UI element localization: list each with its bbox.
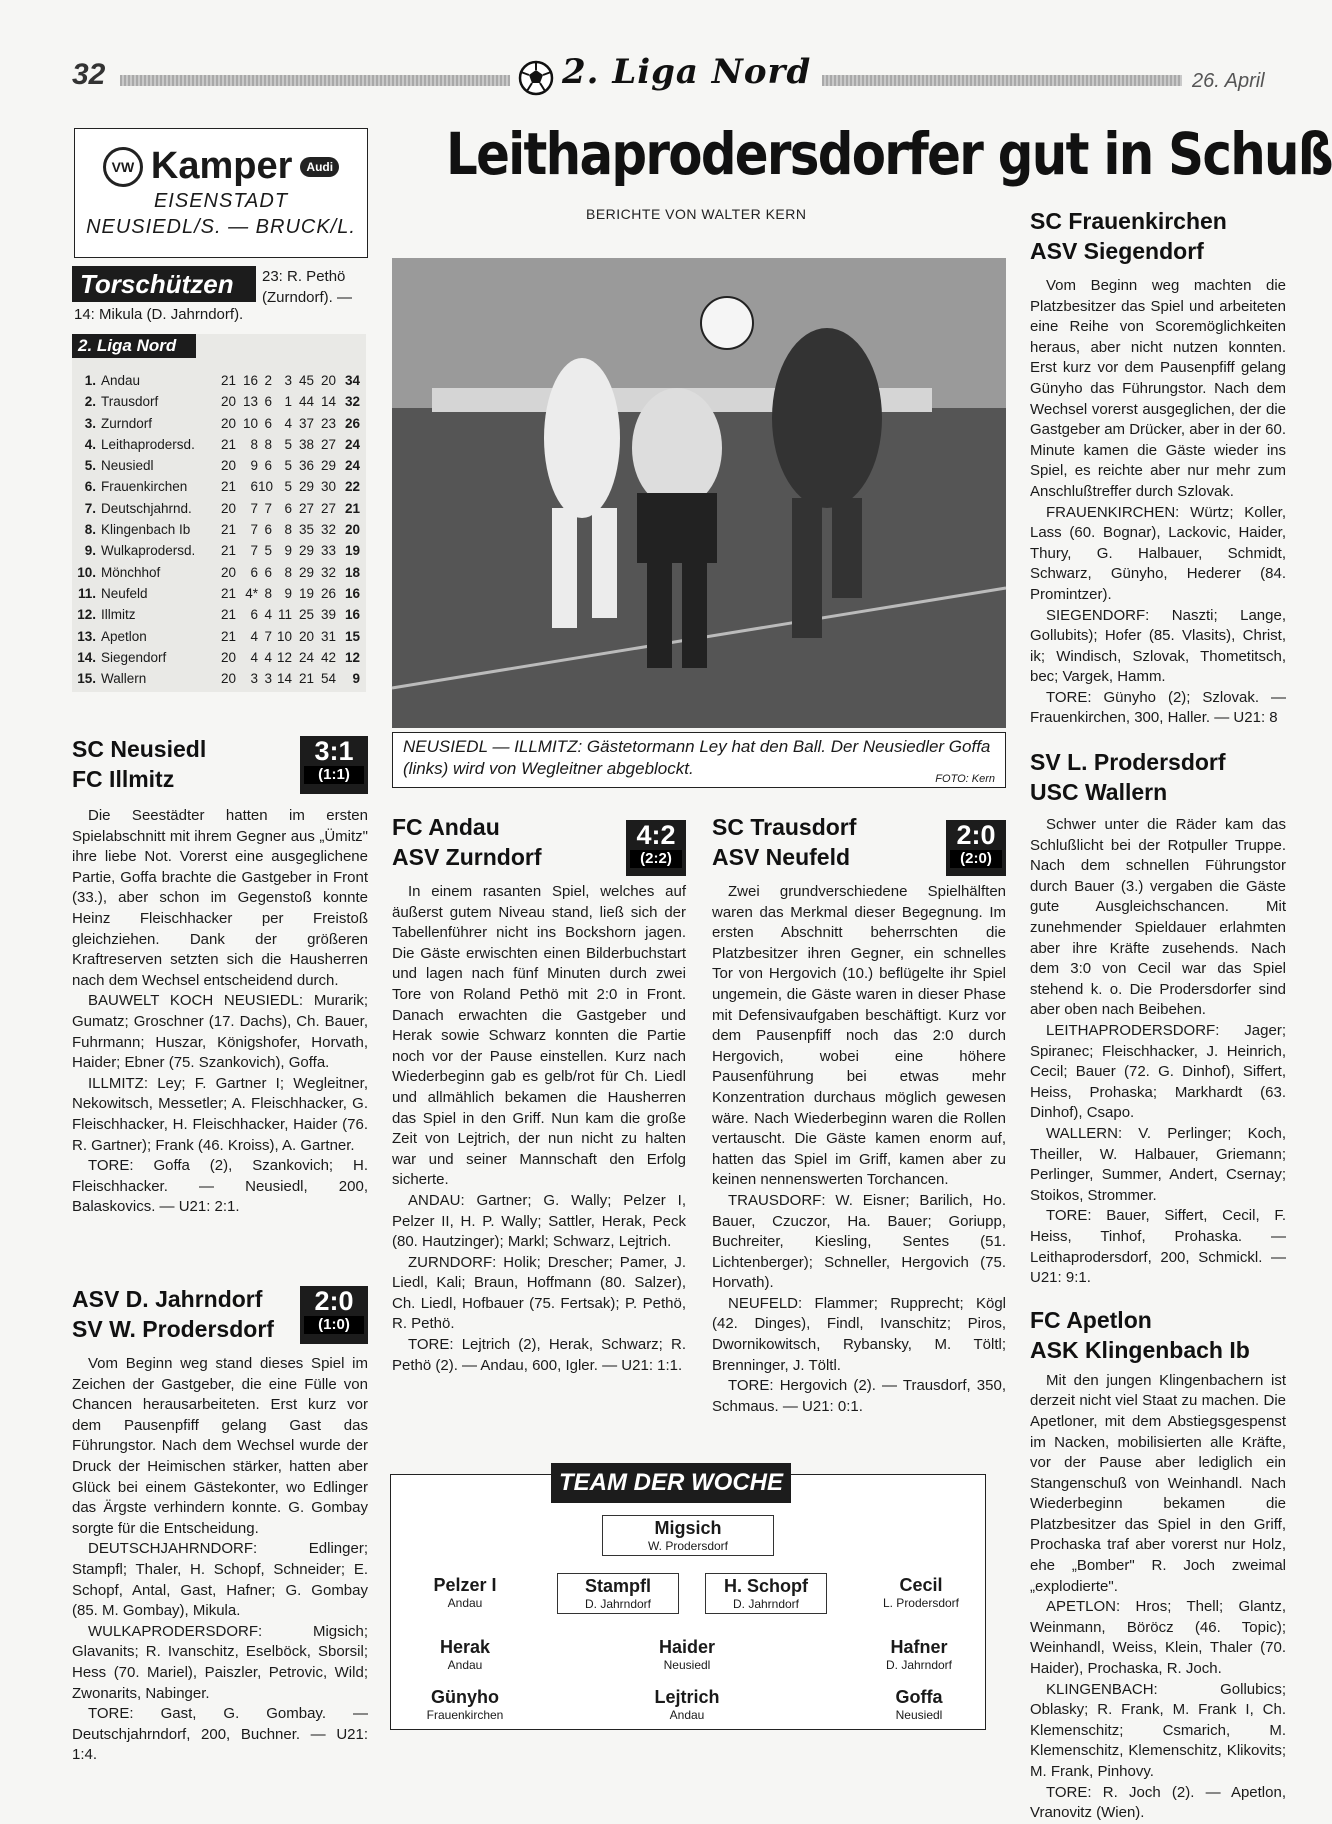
dealer-ad xyxy=(74,128,368,258)
standings-w: 6 xyxy=(250,479,258,495)
score-badge xyxy=(300,1286,368,1344)
standings-w: 7 xyxy=(250,543,258,559)
page-number: 32 xyxy=(72,58,106,91)
lineup-away: WULKAPRODERSDORF: Migsich; Glavanits; R. Ivanschitz, Eselböck, Sborsil; Hess (70. Mariel), Paiszler, Petrovic, Wild; Zwonarits, Nabinger. xyxy=(72,1622,368,1702)
standings-d: 8 xyxy=(264,585,272,601)
standings-gf: 20 xyxy=(298,628,314,644)
ad-name: Kamper xyxy=(150,145,293,187)
team-player xyxy=(405,1573,525,1612)
team-player xyxy=(557,1573,679,1614)
photo-credit: FOTO: Kern xyxy=(935,773,995,785)
standings-d: 6 xyxy=(264,458,272,474)
lineup-home: DEUTSCHJAHRNDORF: Edlinger; Stampfl; Thaler, H. Schopf, Schneider; E. Schopf, Antal, Gast, Hafner; G. Gombay (85. M. Gombay), Mikula. xyxy=(72,1540,368,1620)
standings-ga: 26 xyxy=(320,585,336,601)
standings-pts: 24 xyxy=(344,436,360,452)
lineup-away: SIEGENDORF: Naszti; Lange, Gollubits); Hofer (85. Vlasits), Christ, ik; Windisch, Szlovak, Thometitsch, bec; Vargek, Hamm. xyxy=(1030,606,1286,686)
standings-row xyxy=(72,583,366,604)
standings-w: 8 xyxy=(250,436,258,452)
lineup-home: FRAUENKIRCHEN: Würtz; Koller, Lass (60. Bognar), Lackovic, Haider, Thury, G. Halbauer, Schmidt, Schwarz, Günyho, Hederer (84. Promintzer). xyxy=(1030,503,1286,603)
standings-team: Klingenbach Ib xyxy=(101,522,191,538)
home-team: FC Andau xyxy=(392,814,500,840)
standings-gf: 21 xyxy=(298,671,314,687)
standings-row xyxy=(72,647,366,668)
standings-rank: 3. xyxy=(84,415,96,431)
standings-w: 4* xyxy=(245,585,258,601)
standings-table xyxy=(72,370,366,689)
standings-w: 6 xyxy=(250,607,258,623)
standings-g: 20 xyxy=(220,500,236,516)
standings-team: Siegendorf xyxy=(101,649,167,665)
standings-g: 21 xyxy=(220,522,236,538)
vw-logo-icon: VW xyxy=(103,147,143,187)
player-name: Herak xyxy=(439,1637,491,1657)
standings-g: 20 xyxy=(220,564,236,580)
standings-gf: 35 xyxy=(298,522,314,538)
scorers-title: Torschützen xyxy=(72,266,256,302)
player-name: Stampfl xyxy=(584,1576,651,1596)
standings-team: Frauenkirchen xyxy=(101,479,188,495)
standings-l: 10 xyxy=(276,628,292,644)
match-report: Die Seestädter hatten im ersten Spielabschnitt mit ihrem Gegner aus „Ümitz" ihre liebe Not. Vorerst eine ausgeglichene Partie, Goffa brachte die Gastgeber in Front (33.), aber schon im Gegenstoß konnte Heinz Fleischhacker per Freistoß gleichziehen. Dank der größeren Kraftreserven setzten sich die Hausherren nach dem Wechsel entscheidend durch. xyxy=(72,807,368,989)
player-name: Hafner xyxy=(890,1637,948,1657)
standings-pts: 15 xyxy=(344,628,360,644)
match-report: Zwei grundverschiedene Spielhälften waren das Merkmal dieser Begegnung. Im ersten Abschnitt beherrschten die Platzbesitzer ihren Gegner, ein schnelles Tor von Hergovich (10.) beflügelte ihr Spiel ungemein, die Gäste waren in dieser Phase mit Defensivaufgaben beschäftigt. Kurz vor dem Pausenpfiff noch das 2:0 durch Hergovich, wobei eine höhere Pausenführung bei etwas mehr Konzentration durchaus möglich gewesen wäre. Nach Wiederbeginn waren die Rollen vertauscht. Die Gäste kamen enorm auf, hatten das Spiel im Griff, kamen aber zu keinen nennenswerten Torchancen. xyxy=(712,883,1006,1189)
standings-d: 6 xyxy=(264,394,272,410)
header-rule-left xyxy=(120,75,510,86)
standings-rank: 6. xyxy=(84,479,96,495)
away-team: ASV Zurndorf xyxy=(392,844,542,870)
standings-g: 21 xyxy=(220,436,236,452)
player-name: Haider xyxy=(658,1637,716,1657)
away-team: ASK Klingenbach Ib xyxy=(1030,1336,1250,1363)
standings-rank: 1. xyxy=(84,373,96,388)
team-player xyxy=(627,1635,747,1674)
standings-l: 11 xyxy=(277,607,292,623)
standings-l: 14 xyxy=(276,671,292,687)
match-report: Schwer unter die Räder kam das Schlußlicht bei der Rotpuller Truppe. Nach dem schnellen Führungstor durch Bauer (3.) vergaben die Gäste gute Ausgleichschancen. Mit zunehmender Spieldauer erlahmten aber ihre Kräfte zusehends. Nach dem 3:0 von Cecil war das Spiel stehend k. o. Die Prodersdorfer sind aber oben nach Beibehen. xyxy=(1030,816,1286,1019)
home-team: SC Neusiedl xyxy=(72,736,207,762)
standings-ga: 27 xyxy=(320,436,336,452)
standings-g: 21 xyxy=(220,628,236,644)
standings-team: Wulkaprodersd. xyxy=(101,543,196,559)
team-player xyxy=(861,1573,981,1612)
player-club: Neusiedl xyxy=(895,1708,943,1722)
soccer-ball-icon xyxy=(518,60,554,96)
match-report: Vom Beginn weg stand dieses Spiel im Zeichen der Gastgeber, die eine Fülle von Chancen herausarbeiteten. Erst kurz vor dem Pausenpfiff gelang Gast das Führungstor. Nach dem Wechsel wurde der Druck der Heimischen stärker, hatten aber Glück bei einem Gästekonter, wo Edlinger das Ärgste verhindern konnte. G. Gombay sorgte für die Entscheidung. xyxy=(72,1355,368,1537)
match-prodersdorf xyxy=(1030,747,1286,1289)
standings-gf: 19 xyxy=(298,585,314,601)
match-report: Mit den jungen Klingenbachern ist derzeit nicht viel Staat zu machen. Die Apetloner, mit dem Abstiegsgespenst im Nacken, mobilisierten alle Kräfte, vor der Pause aber lediglich ein Stangenschuß von Weinhandl. Nach Wiederbeginn bekamen die Platzbesitzer das Spiel in den Griff, Prochaska traf aber vorerst nur Holz, ehe „Bomber" R. Joch zweimal „explodierte". xyxy=(1030,1371,1286,1595)
standings-panel xyxy=(72,334,366,692)
player-name: H. Schopf xyxy=(724,1576,808,1596)
standings-rank: 12. xyxy=(77,607,96,623)
lineup-home: ANDAU: Gartner; G. Wally; Pelzer I, Pelzer II, H. P. Wally; Sattler, Herak, Peck (80. Hautzinger); Markl; Schwarz, Lejtrich. xyxy=(392,1191,686,1251)
standings-ga: 33 xyxy=(320,543,336,559)
home-team: SC Trausdorf xyxy=(712,814,857,840)
score-badge xyxy=(300,736,368,794)
away-team: ASV Siegendorf xyxy=(1030,238,1204,264)
standings-rank: 5. xyxy=(84,458,96,474)
match-jahrndorf xyxy=(72,1284,368,1766)
match-photo xyxy=(392,258,1006,728)
player-club: D. Jahrndorf xyxy=(885,1658,953,1672)
team-player xyxy=(602,1515,774,1556)
standings-gf: 24 xyxy=(298,649,314,665)
final-score: 2:0 xyxy=(314,1286,354,1316)
standings-pts: 24 xyxy=(344,458,360,474)
standings-d: 4 xyxy=(264,607,272,623)
standings-d: 10 xyxy=(258,479,274,495)
away-team: USC Wallern xyxy=(1030,779,1168,806)
team-player xyxy=(859,1635,979,1674)
standings-gf: 29 xyxy=(298,564,314,580)
standings-rank: 14. xyxy=(77,649,96,665)
standings-row xyxy=(72,391,366,412)
team-player xyxy=(405,1685,525,1724)
standings-gf: 29 xyxy=(298,479,314,495)
standings-ga: 54 xyxy=(320,671,336,687)
standings-w: 3 xyxy=(250,671,258,687)
standings-w: 4 xyxy=(250,649,258,665)
final-score: 2:0 xyxy=(956,820,996,850)
standings-ga: 32 xyxy=(320,522,336,538)
match-trausdorf xyxy=(712,812,1006,1417)
team-of-week-title: TEAM DER WOCHE xyxy=(551,1463,791,1503)
standings-l: 3 xyxy=(284,373,292,388)
standings-ga: 32 xyxy=(320,564,336,580)
goals: TORE: R. Joch (2). — Apetlon, Vranovitz (Wien). xyxy=(1030,1783,1286,1822)
home-team: SV L. Prodersdorf xyxy=(1030,749,1226,776)
standings-d: 2 xyxy=(264,373,272,388)
standings-l: 1 xyxy=(284,394,292,410)
standings-gf: 29 xyxy=(298,543,314,559)
standings-row xyxy=(72,370,366,391)
standings-d: 7 xyxy=(264,628,272,644)
standings-ga: 39 xyxy=(320,607,336,623)
standings-gf: 25 xyxy=(298,607,314,623)
player-club: Andau xyxy=(669,1708,705,1722)
standings-team: Leithaprodersd. xyxy=(101,436,195,452)
standings-w: 13 xyxy=(242,394,258,410)
standings-team: Neufeld xyxy=(101,585,148,601)
player-club: Frauenkirchen xyxy=(426,1708,504,1722)
team-player xyxy=(859,1685,979,1724)
goals: TORE: Hergovich (2). — Trausdorf, 350, Schmaus. — U21: 0:1. xyxy=(712,1377,1006,1415)
standings-pts: 9 xyxy=(352,671,360,687)
player-club: Neusiedl xyxy=(663,1658,711,1672)
score-badge xyxy=(626,820,686,876)
standings-rank: 13. xyxy=(77,628,96,644)
standings-row xyxy=(72,668,366,689)
team-player xyxy=(705,1573,827,1614)
standings-team: Apetlon xyxy=(101,628,147,644)
player-club: D. Jahrndorf xyxy=(584,1597,652,1611)
standings-ga: 23 xyxy=(320,415,336,431)
standings-ga: 14 xyxy=(320,394,336,410)
standings-pts: 18 xyxy=(344,564,360,580)
standings-g: 20 xyxy=(220,671,236,687)
lineup-home: APETLON: Hros; Thell; Glantz, Weinmann, Böröcz (46. Topic); Weinhandl, Weiss, Klein, Thaler (70. Haider), Prochaska, R. Joch. xyxy=(1030,1598,1286,1678)
standings-ga: 31 xyxy=(320,628,336,644)
standings-gf: 36 xyxy=(298,458,314,474)
player-club: W. Prodersdorf xyxy=(647,1539,729,1553)
standings-pts: 12 xyxy=(344,649,360,665)
standings-l: 6 xyxy=(284,500,292,516)
section-title: 2. Liga Nord xyxy=(562,52,812,92)
standings-gf: 38 xyxy=(298,436,314,452)
standings-rank: 9. xyxy=(84,543,96,559)
home-team: ASV D. Jahrndorf xyxy=(72,1286,263,1312)
standings-l: 12 xyxy=(276,649,292,665)
byline: BERICHTE VON WALTER KERN xyxy=(586,206,807,222)
standings-team: Mönchhof xyxy=(101,564,161,580)
team-player xyxy=(627,1685,747,1724)
standings-ga: 30 xyxy=(320,479,336,495)
standings-w: 4 xyxy=(250,628,258,644)
standings-w: 10 xyxy=(242,415,258,431)
match-report: Vom Beginn weg machten die Platzbesitzer das Spiel und arbeiteten eine Reihe von Scoremöglichkeiten heraus, aber nicht nutzen konnten. Erst kurz vor dem Pausenpfiff gelang Günyho das Führungstor. Nach dem Wechsel vorerst ausgeglichen, der die Gastgeber am Drücker, aber in der 60. Minute kamen die Gäste wieder ins Spiel, es reichte aber nur mehr zum Anschlußtreffer durch Szlovak. xyxy=(1030,277,1286,500)
player-club: L. Prodersdorf xyxy=(882,1596,960,1610)
standings-w: 7 xyxy=(250,500,258,516)
issue-date: 26. April xyxy=(1192,70,1265,92)
page-headline: Leithaprodersdorfer gut in Schuß xyxy=(446,120,1332,188)
final-score: 4:2 xyxy=(636,820,676,850)
standings-pts: 19 xyxy=(344,543,360,559)
standings-row xyxy=(72,519,366,540)
standings-ga: 20 xyxy=(320,373,336,388)
standings-g: 20 xyxy=(220,415,236,431)
goals: TORE: Goffa (2), Szankovich; H. Fleischhacker. — Neusiedl, 200, Balaskovics. — U21: 2:1. xyxy=(72,1157,368,1216)
standings-g: 20 xyxy=(220,458,236,474)
standings-team: Illmitz xyxy=(101,607,136,623)
standings-team: Trausdorf xyxy=(101,394,159,410)
standings-pts: 34 xyxy=(344,373,360,388)
standings-rank: 7. xyxy=(84,500,96,516)
right-column xyxy=(1030,206,1286,1822)
goals: TORE: Bauer, Siffert, Cecil, F. Heiss, Tinhof, Prohaska. — Leithaprodersdorf, 200, Schmickl. — U21: 9:1. xyxy=(1030,1207,1286,1287)
standings-d: 4 xyxy=(264,649,272,665)
standings-title: 2. Liga Nord xyxy=(72,334,196,358)
standings-l: 5 xyxy=(284,479,292,495)
standings-g: 20 xyxy=(220,394,236,410)
lineup-home: TRAUSDORF: W. Eisner; Barilich, Ho. Bauer, Czuczor, Ha. Bauer; Goriupp, Buchreiter, Kiesling, Sentes (51. Lichtenberger); Schneller, Hergovich (75. Horvath). xyxy=(712,1191,1006,1292)
standings-d: 5 xyxy=(264,543,272,559)
standings-rank: 11. xyxy=(77,585,96,601)
player-club: Andau xyxy=(447,1658,483,1672)
half-score: (2:0) xyxy=(950,850,1002,868)
standings-team: Wallern xyxy=(101,671,147,687)
standings-row xyxy=(72,562,366,583)
scorers-text-b: 14: Mikula (D. Jahrndorf). xyxy=(74,306,244,323)
home-team: FC Apetlon xyxy=(1030,1306,1152,1333)
standings-g: 21 xyxy=(220,607,236,623)
standings-rank: 8. xyxy=(84,522,96,538)
lineup-home: BAUWELT KOCH NEUSIEDL: Murarik; Gumatz; Groschner (17. Dachs), Ch. Bauer, Fuhrmann; Huszar, Königshofer, Horvath, Haider; Ebner (75. Szankovich), Goffa. xyxy=(72,992,368,1072)
standings-l: 9 xyxy=(284,543,292,559)
standings-d: 3 xyxy=(264,671,272,687)
standings-row xyxy=(72,498,366,519)
standings-pts: 22 xyxy=(344,479,360,495)
match-neusiedl xyxy=(72,734,368,1218)
ad-line1: EISENSTADT xyxy=(153,190,289,212)
player-name: Cecil xyxy=(899,1575,943,1595)
standings-pts: 16 xyxy=(344,607,360,623)
standings-gf: 27 xyxy=(298,500,314,516)
lineup-home: LEITHAPRODERSDORF: Jager; Spiranec; Fleischhacker, J. Heinrich, Cecil; Bauer (72. G. Dinhof), Siffert, Heiss, Prohaska; Markhardt (63. Dinhof), Csapo. xyxy=(1030,1022,1286,1122)
scorers-text-a: 23: R. Pethö (Zurndorf). — xyxy=(262,268,353,306)
standings-gf: 45 xyxy=(298,373,314,388)
match-andau xyxy=(392,812,686,1376)
half-score: (1:0) xyxy=(304,1316,364,1334)
standings-pts: 21 xyxy=(344,500,360,516)
standings-w: 16 xyxy=(242,373,258,388)
lineup-away: KLINGENBACH: Gollubics; Oblasky; R. Frank, M. Frank I, Ch. Klemenschitz; Csmarich, M. Klemenschitz, Klemenschitz, Klikovits; M. Frank, Pinhovy. xyxy=(1030,1680,1286,1780)
standings-d: 6 xyxy=(264,522,272,538)
standings-d: 8 xyxy=(264,436,272,452)
standings-w: 9 xyxy=(250,458,258,474)
standings-team: Zurndorf xyxy=(101,415,153,431)
away-team: ASV Neufeld xyxy=(712,844,851,870)
standings-rank: 2. xyxy=(84,394,96,410)
standings-l: 8 xyxy=(284,522,292,538)
standings-g: 21 xyxy=(220,479,236,495)
standings-l: 9 xyxy=(284,585,292,601)
standings-g: 20 xyxy=(220,649,236,665)
header-rule-right xyxy=(822,75,1182,86)
player-name: Migsich xyxy=(654,1518,722,1538)
half-score: (2:2) xyxy=(630,850,682,868)
team-player xyxy=(405,1635,525,1674)
standings-pts: 26 xyxy=(344,415,360,431)
standings-d: 6 xyxy=(264,415,272,431)
standings-rank: 4. xyxy=(84,436,96,452)
standings-ga: 29 xyxy=(320,458,336,474)
standings-gf: 44 xyxy=(298,394,314,410)
standings-l: 4 xyxy=(284,415,292,431)
standings-row xyxy=(72,434,366,455)
team-of-week xyxy=(390,1469,986,1730)
home-team: SC Frauenkirchen xyxy=(1030,208,1227,234)
score-badge xyxy=(946,820,1006,876)
standings-pts: 16 xyxy=(344,585,360,601)
player-name: Günyho xyxy=(431,1687,499,1707)
goals: TORE: Günyho (2); Szlovak. — Frauenkirchen, 300, Haller. — U21: 8 xyxy=(1030,688,1286,727)
standings-pts: 32 xyxy=(344,394,360,410)
match-frauenkirchen xyxy=(1030,206,1286,729)
player-club: Andau xyxy=(447,1596,483,1610)
standings-team: Andau xyxy=(101,373,141,388)
standings-pts: 20 xyxy=(344,522,360,538)
photo-caption xyxy=(392,732,1006,788)
player-club: D. Jahrndorf xyxy=(732,1597,800,1611)
lineup-away: ILLMITZ: Ley; F. Gartner I; Wegleitner, Nekowitsch, Messetler; A. Fleischhacker, G. Fleischhacker, H. Fleischhacker, Haider (76. R. Gartner); Frank (46. Kroiss), A. Gartner. xyxy=(72,1074,368,1154)
ad-line2: NEUSIEDL/S. — BRUCK/L. xyxy=(86,216,356,238)
standings-d: 6 xyxy=(264,564,272,580)
standings-row xyxy=(72,540,366,561)
half-score: (1:1) xyxy=(304,766,364,784)
player-name: Lejtrich xyxy=(654,1687,720,1707)
lineup-away: WALLERN: V. Perlinger; Koch, Theiller, W. Halbauer, Griemann; Perlinger, Summer, Andert, Csernay; Stoikos, Strommer. xyxy=(1030,1124,1286,1204)
standings-row xyxy=(72,626,366,647)
audi-logo-icon: Audi xyxy=(300,157,339,177)
away-team: SV W. Prodersdorf xyxy=(72,1316,274,1342)
standings-row xyxy=(72,413,366,434)
lineup-away: ZURNDORF: Holik; Drescher; Pamer, J. Liedl, Kali; Braun, Hoffmann (80. Salzer), Ch. Liedl, Hofbauer (75. Fertsak); P. Pethö, R. Pethö. xyxy=(392,1253,686,1333)
match-apetlon xyxy=(1030,1305,1286,1824)
standings-w: 7 xyxy=(250,522,258,538)
final-score: 3:1 xyxy=(314,736,354,766)
standings-row xyxy=(72,455,366,476)
lineup-away: NEUFELD: Flammer; Rupprecht; Kögl (42. Dinges), Findl, Ivanschitz; Piros, Dwornikowitsch, Rybansky, M. Töltl; Brenninger, J. Töltl. xyxy=(712,1294,1006,1374)
match-report: In einem rasanten Spiel, welches auf äußerst gutem Niveau stand, ließ sich der Tabellenführer nicht ins Bockshorn jagen. Die Gäste erwischten einen Bilderbuchstart und lagen nach fünf Minuten durch zwei Tore von Roland Pethö mit 2:0 in Front. Danach erwachten die Gastgeber und Herak sowie Schwarz konnten die Partie noch vor der Pause einstellen. Kurz nach Wiederbeginn gab es gelb/rot für Ch. Liedl und allmählich bekamen die Hausherren das Spiel in den Griff. Nun kam die große Zeit von Lejtrich, der nun nicht zu halten war und seiner Mannschaft den Erfolg sicherte. xyxy=(392,883,686,1189)
standings-rank: 10. xyxy=(77,564,96,580)
player-name: Goffa xyxy=(895,1687,943,1707)
standings-team: Deutschjahrnd. xyxy=(101,500,192,516)
standings-d: 7 xyxy=(264,500,272,516)
standings-l: 5 xyxy=(284,458,292,474)
standings-rank: 15. xyxy=(77,671,96,687)
standings-l: 5 xyxy=(284,436,292,452)
player-name: Pelzer I xyxy=(433,1575,497,1595)
standings-team: Neusiedl xyxy=(101,458,154,474)
standings-row xyxy=(72,604,366,625)
standings-ga: 42 xyxy=(320,649,336,665)
standings-g: 21 xyxy=(220,373,236,388)
standings-w: 6 xyxy=(250,564,258,580)
standings-ga: 27 xyxy=(320,500,336,516)
away-team: FC Illmitz xyxy=(72,766,175,792)
standings-gf: 37 xyxy=(298,415,314,431)
caption-text: NEUSIEDL — ILLMITZ: Gästetormann Ley hat den Ball. Der Neusiedler Goffa (links) wird von Wegleitner abgeblockt. xyxy=(403,737,991,778)
standings-g: 21 xyxy=(220,585,236,601)
goals: TORE: Lejtrich (2), Herak, Schwarz; R. Pethö (2). — Andau, 600, Igler. — U21: 1:1. xyxy=(392,1336,686,1374)
standings-g: 21 xyxy=(220,543,236,559)
standings-row xyxy=(72,476,366,497)
goals: TORE: Gast, G. Gombay. — Deutschjahrndorf, 200, Buchner. — U21: 1:4. xyxy=(72,1705,368,1764)
standings-l: 8 xyxy=(284,564,292,580)
